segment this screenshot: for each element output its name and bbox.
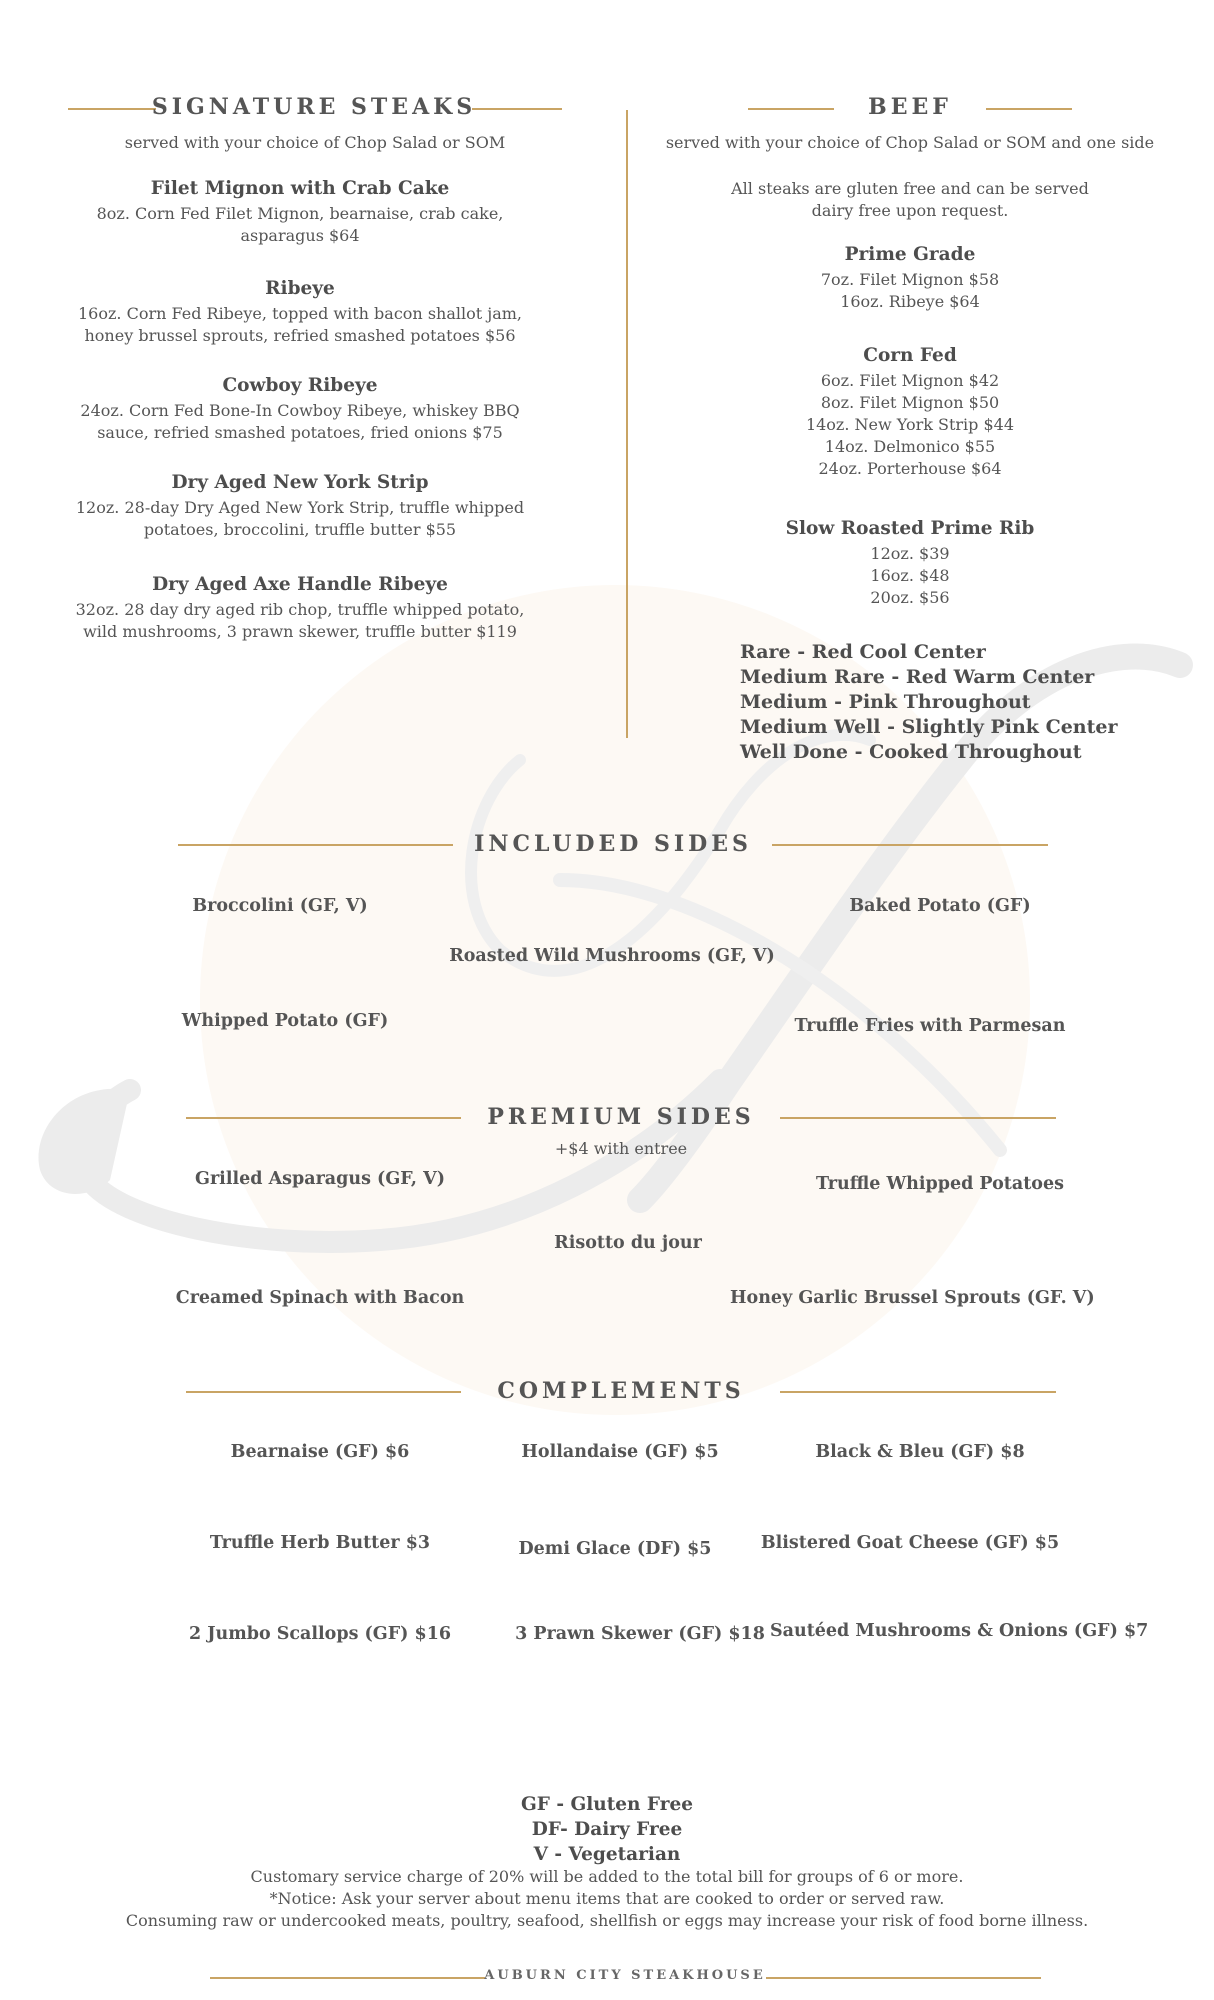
premium-rule-right (780, 1117, 1056, 1119)
notice-line: Consuming raw or undercooked meats, poultry, seafood, shellfish or eggs may increase your risk of food borne illness. (125, 1911, 1089, 1930)
signature-item-5 (40, 574, 560, 643)
price-line: 16oz. $48 (870, 566, 950, 585)
prime-grade-group (650, 244, 1170, 313)
price-line: 16oz. Ribeye $64 (840, 292, 980, 311)
item-title: Ribeye (265, 278, 335, 299)
item-title: Filet Mignon with Crab Cake (150, 178, 450, 199)
prime-rib-group (650, 518, 1170, 609)
item-desc: potatoes, broccolini, truffle butter $55 (143, 520, 457, 539)
item-title: Dry Aged New York Strip (171, 472, 429, 493)
column-divider (626, 110, 628, 738)
side-risotto: Risotto du jour (554, 1233, 702, 1253)
signature-item-4 (40, 472, 560, 541)
item-desc: honey brussel sprouts, refried smashed potatoes $56 (84, 326, 516, 345)
doneness-guide (740, 640, 1180, 765)
side-truffle-fries: Truffle Fries with Parmesan (794, 1016, 1066, 1036)
complement-demi-glace: Demi Glace (DF) $5 (518, 1539, 712, 1559)
side-broccolini: Broccolini (GF, V) (192, 896, 368, 916)
item-desc: 32oz. 28 day dry aged rib chop, truffle whipped potato, (75, 600, 525, 619)
price-line: 14oz. New York Strip $44 (805, 415, 1015, 434)
item-title: Cowboy Ribeye (222, 375, 378, 396)
signature-heading: SIGNATURE STEAKS (151, 94, 477, 120)
price-line: 24oz. Porterhouse $64 (818, 459, 1002, 478)
doneness-line: Medium - Pink Throughout (740, 691, 1031, 713)
footer-brand: AUBURN CITY STEAKHOUSE (484, 1968, 766, 1983)
complement-sauteed-mushrooms: Sautéed Mushrooms & Onions (GF) $7 (770, 1621, 1149, 1641)
side-baked-potato: Baked Potato (GF) (849, 896, 1031, 916)
notice-line: *Notice: Ask your server about menu items that are cooked to order or served raw. (269, 1889, 945, 1908)
signature-rule-left (68, 108, 156, 110)
footer-rule-right (766, 1977, 1041, 1979)
corn-fed-title: Corn Fed (863, 345, 957, 366)
item-desc: 16oz. Corn Fed Ribeye, topped with bacon shallot jam, (77, 304, 523, 323)
premium-subtitle: +$4 with entree (554, 1139, 688, 1158)
signature-item-1 (40, 178, 560, 247)
premium-heading: PREMIUM SIDES (487, 1104, 755, 1130)
premium-rule-left (186, 1117, 461, 1119)
complement-bearnaise: Bearnaise (GF) $6 (230, 1442, 410, 1462)
doneness-line: Medium Rare - Red Warm Center (740, 666, 1095, 688)
side-brussel-sprouts: Honey Garlic Brussel Sprouts (GF. V) (730, 1288, 1095, 1308)
item-desc: 24oz. Corn Fed Bone-In Cowboy Ribeye, whiskey BBQ (80, 401, 520, 420)
complement-prawn-skewer: 3 Prawn Skewer (GF) $18 (515, 1624, 765, 1644)
complement-black-bleu: Black & Bleu (GF) $8 (815, 1442, 1025, 1462)
corn-fed-group (650, 345, 1170, 480)
beef-note (650, 178, 1170, 222)
item-title: Dry Aged Axe Handle Ribeye (152, 574, 448, 595)
side-wild-mushrooms: Roasted Wild Mushrooms (GF, V) (449, 946, 775, 966)
price-line: 12oz. $39 (870, 544, 950, 563)
included-heading: INCLUDED SIDES (474, 831, 752, 857)
prime-rib-title: Slow Roasted Prime Rib (785, 518, 1035, 539)
beef-note-line-1: All steaks are gluten free and can be served (731, 179, 1089, 198)
price-line: 14oz. Delmonico $55 (824, 437, 996, 456)
side-creamed-spinach: Creamed Spinach with Bacon (175, 1288, 465, 1308)
price-line: 6oz. Filet Mignon $42 (820, 371, 1000, 390)
side-whipped-potato: Whipped Potato (GF) (181, 1011, 389, 1031)
doneness-line: Well Done - Cooked Throughout (740, 741, 1082, 763)
complement-goat-cheese: Blistered Goat Cheese (GF) $5 (760, 1533, 1060, 1553)
item-desc: asparagus $64 (240, 226, 360, 245)
prime-grade-title: Prime Grade (844, 244, 976, 265)
item-desc: 12oz. 28-day Dry Aged New York Strip, truffle whipped (75, 498, 525, 517)
signature-item-2 (40, 278, 560, 347)
item-desc: sauce, refried smashed potatoes, fried onions $75 (97, 423, 503, 442)
included-rule-left (178, 844, 453, 846)
price-line: 20oz. $56 (870, 588, 950, 607)
notices (20, 1866, 1194, 1932)
price-line: 7oz. Filet Mignon $58 (820, 270, 1000, 289)
side-truffle-whipped-potatoes: Truffle Whipped Potatoes (816, 1174, 1064, 1194)
complement-scallops: 2 Jumbo Scallops (GF) $16 (188, 1624, 452, 1644)
complement-hollandaise: Hollandaise (GF) $5 (521, 1442, 719, 1462)
notice-line: Customary service charge of 20% will be added to the total bill for groups of 6 or more. (250, 1867, 964, 1886)
complements-heading: COMPLEMENTS (497, 1378, 745, 1404)
beef-subtitle: served with your choice of Chop Salad or SOM and one side (665, 133, 1155, 152)
beef-note-line-2: dairy free upon request. (811, 201, 1009, 220)
complements-rule-left (186, 1391, 461, 1393)
included-rule-right (772, 844, 1048, 846)
beef-rule-right (986, 108, 1072, 110)
complement-truffle-herb-butter: Truffle Herb Butter $3 (209, 1533, 431, 1553)
signature-subtitle: served with your choice of Chop Salad or SOM (124, 133, 506, 152)
beef-rule-left (748, 108, 834, 110)
item-desc: 8oz. Corn Fed Filet Mignon, bearnaise, crab cake, (96, 204, 504, 223)
beef-heading: BEEF (868, 94, 952, 120)
doneness-line: Medium Well - Slightly Pink Center (740, 716, 1118, 738)
signature-rule-right (472, 108, 562, 110)
doneness-line: Rare - Red Cool Center (740, 641, 986, 663)
price-line: 8oz. Filet Mignon $50 (820, 393, 1000, 412)
legend-line: DF- Dairy Free (531, 1819, 683, 1840)
legend-line: GF - Gluten Free (520, 1794, 694, 1815)
item-desc: wild mushrooms, 3 prawn skewer, truffle butter $119 (83, 622, 517, 641)
dietary-legend (40, 1792, 1174, 1867)
footer-rule-left (210, 1977, 485, 1979)
complements-rule-right (780, 1391, 1056, 1393)
legend-line: V - Vegetarian (533, 1844, 681, 1865)
signature-item-3 (40, 375, 560, 444)
side-grilled-asparagus: Grilled Asparagus (GF, V) (195, 1169, 445, 1189)
